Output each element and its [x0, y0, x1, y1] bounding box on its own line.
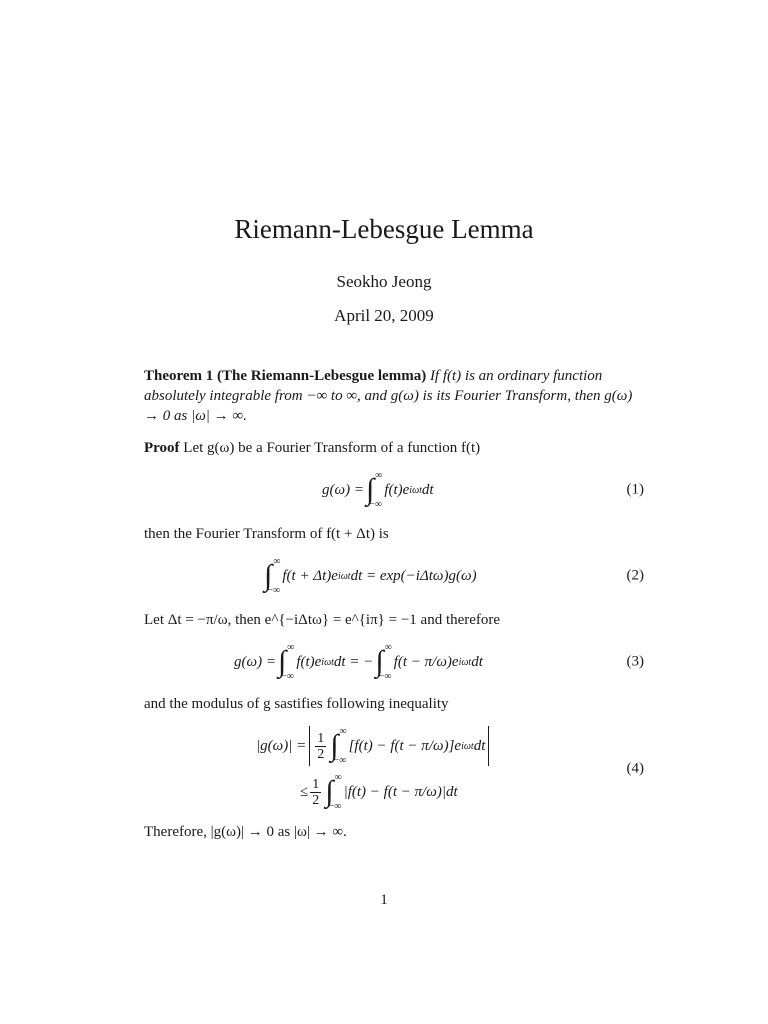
- integral-sign: ∫ ∞ −∞: [375, 642, 392, 682]
- eq4-line1-tail: dt: [473, 737, 486, 754]
- eq2-integrand: f(t + Δt)e: [282, 567, 338, 584]
- page-number: 1: [380, 892, 388, 908]
- eq4-line-2: [300, 768, 458, 816]
- integral-sign: ∫ ∞ −∞: [325, 772, 342, 812]
- equation-number-2: (2): [626, 567, 644, 584]
- theorem-block: [144, 366, 644, 426]
- equation-4: [144, 722, 644, 816]
- integral-sign: ∫ ∞ −∞: [264, 556, 281, 596]
- eq4-line2-integrand: |f(t) − f(t − π/ω)|dt: [343, 783, 458, 800]
- eq3-integrand-1: f(t)e: [296, 653, 322, 670]
- theorem-label: Theorem 1 (The Riemann-Lebesgue lemma): [144, 368, 427, 384]
- eq4-line-1: |g(ω)| = $\frac{1}{2}$ ∫ ∞ −∞ [f(t) − f(t − π/ω)]e iωt dt: [256, 722, 492, 770]
- eq4-lhs: |g(ω)| =: [256, 737, 307, 754]
- eq3-lhs: g(ω) =: [234, 653, 276, 670]
- paper-title: Riemann-Lebesgue Lemma: [234, 214, 534, 244]
- author-name: Seokho Jeong: [336, 272, 432, 291]
- integral-sign: ∫ ∞ −∞: [277, 642, 295, 682]
- fraction-half: $\frac{1}{2}$: [317, 730, 325, 762]
- paper-date: April 20, 2009: [334, 306, 434, 325]
- proof-intro: [144, 438, 644, 458]
- eq4-line1-integrand: [f(t) − f(t − π/ω)]e: [348, 737, 462, 754]
- proof-conclusion: Therefore, |g(ω)| → 0 as |ω| → ∞.: [144, 824, 347, 840]
- eq4-leq: ≤: [300, 783, 309, 800]
- eq1-lhs: g(ω) =: [322, 481, 364, 498]
- eq1-integrand: f(t)e: [384, 481, 410, 498]
- equation-number-1: (1): [626, 481, 644, 498]
- proof-intro-text: Let g(ω) be a Fourier Transform of a function f(t): [183, 440, 481, 456]
- proof-text-3: Let Δt = −π/ω, then e^{−iΔtω} = e^{iπ} = −1 and therefore: [144, 612, 501, 628]
- proof-label: Proof: [144, 440, 180, 456]
- equation-number-3: (3): [626, 653, 644, 670]
- fraction-half: $\frac{1}{2}$: [312, 776, 320, 808]
- abs-bar-left: [309, 726, 310, 766]
- proof-text-4: and the modulus of g sastifies following inequality: [144, 696, 449, 712]
- integral-sign: ∫ ∞ −∞: [365, 470, 383, 510]
- eq3-integrand-2: f(t − π/ω)e: [393, 653, 459, 670]
- eq2-tail: dt = exp(−iΔtω)g(ω): [350, 567, 477, 584]
- integral-sign: ∫ ∞ −∞: [330, 726, 347, 766]
- equation-3: g(ω) = ∫ ∞ −∞ f(t)e iωt dt = − ∫ ∞ −∞ f(t − π/ω)e iωt dt (3): [234, 642, 644, 682]
- equation-number-4: (4): [626, 760, 644, 777]
- eq1-tail: dt: [421, 481, 434, 498]
- proof-text-2: then the Fourier Transform of f(t + Δt) is: [144, 526, 389, 542]
- equation-2: ∫ ∞ −∞ f(t + Δt)e iωt dt = exp(−iΔtω)g(ω) (2): [264, 556, 644, 596]
- eq3-mid: dt = −: [333, 653, 374, 670]
- theorem-statement: If f(t) is an ordinary function absolutely integrable from −∞ to ∞, and g(ω) is its Fourier Transform, then g(ω) → 0 as |ω| → ∞.: [144, 368, 633, 424]
- abs-bar-right: [488, 726, 489, 766]
- equation-1: g(ω) = ∫ ∞ −∞ f(t)e iωt dt (1): [322, 470, 644, 510]
- eq3-tail: dt: [471, 653, 483, 670]
